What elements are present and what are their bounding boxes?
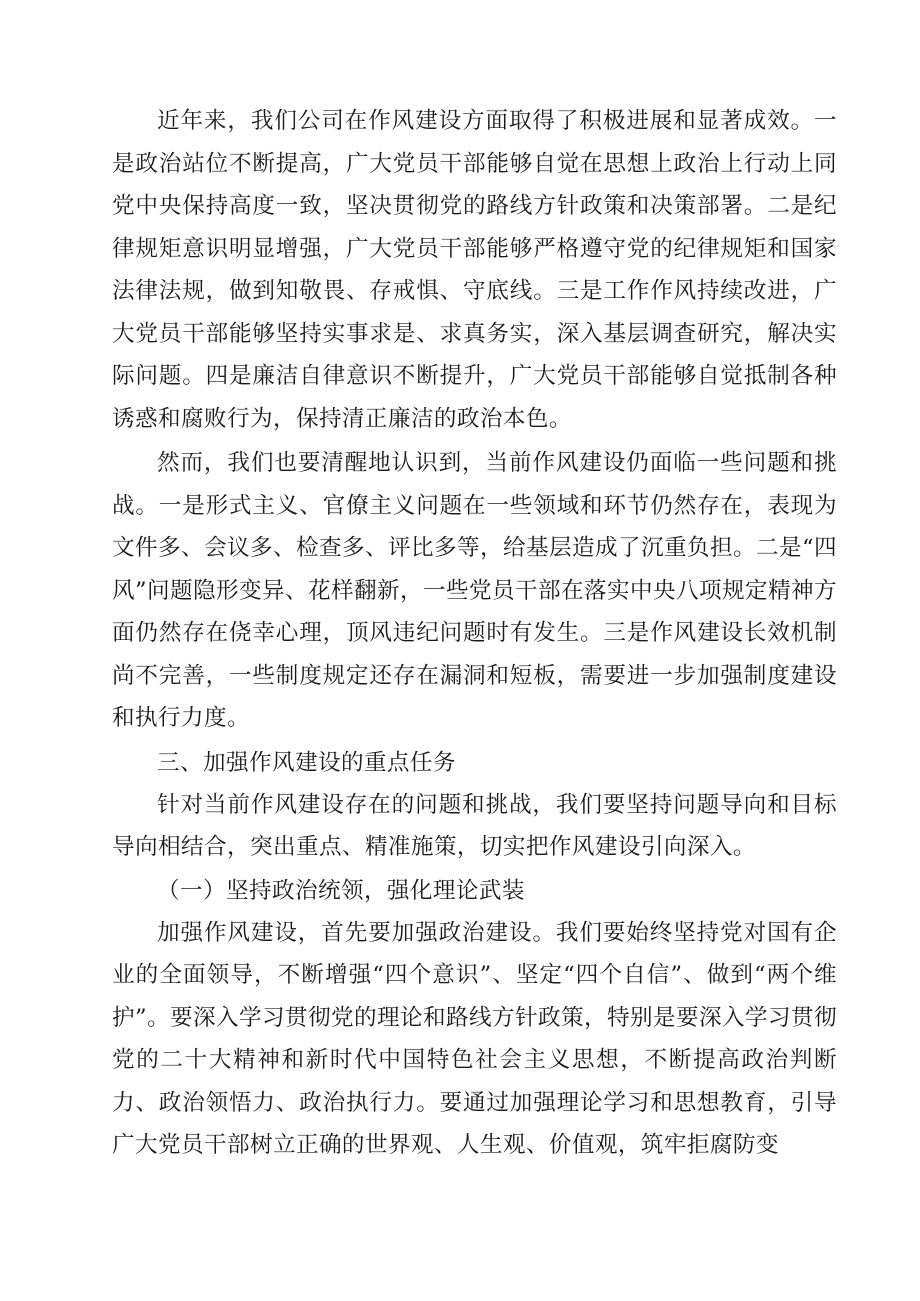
subsection-body: 加强作风建设，首先要加强政治建设。我们要始终坚持党对国有企业的全面领导，不断增强“四个意识”、坚定“四个自信”、做到“两个维护”。要深入学习贯彻党的理论和路线方针政策，特别是要深入学习贯彻党的二十大精神和新时代中国特色社会主义思想，不断提高政治判断力、政治领悟力、政治执行力。要通过加强理论学习和思想教育，引导广大党员干部树立正确的世界观、人生观、价值观，筑牢拒腐防变 — [112, 919, 837, 1158]
paragraph-challenges: 然而，我们也要清醒地认识到，当前作风建设仍面临一些问题和挑战。一是形式主义、官僚主义问题在一些领域和环节仍然存在，表现为文件多、会议多、检查多、评比多等，给基层造成了沉重负担。二是“四风”问题隐形变异、花样翻新，一些党员干部在落实中央八项规定精神方面仍然存在侥幸心理，顶风违纪问题时有发生。三是作风建设长效机制尚不完善，一些制度规定还存在漏洞和短板，需要进一步加强制度建设和执行力度。 — [112, 450, 837, 731]
section-intro: 针对当前作风建设存在的问题和挑战，我们要坚持问题导向和目标导向相结合，突出重点、精准施策，切实把作风建设引向深入。 — [112, 791, 837, 860]
paragraph-achievements: 近年来，我们公司在作风建设方面取得了积极进展和显著成效。一是政治站位不断提高，广大党员干部能够自觉在思想上政治上行动上同党中央保持高度一致，坚决贯彻党的路线方针政策和决策部署。二是纪律规矩意识明显增强，广大党员干部能够严格遵守党的纪律规矩和国家法律法规，做到知敬畏、存戒惧、守底线。三是工作作风持续改进，广大党员干部能够坚持实事求是、求真务实，深入基层调查研究，解决实际问题。四是廉洁自律意识不断提升，广大党员干部能够自觉抵制各种诱惑和腐败行为，保持清正廉洁的政治本色。 — [112, 108, 837, 432]
section-heading: 三、加强作风建设的重点任务 — [157, 749, 456, 776]
document-page — [112, 100, 837, 1167]
subsection-heading: （一）坚持政治统领，强化理论武装 — [157, 877, 525, 904]
